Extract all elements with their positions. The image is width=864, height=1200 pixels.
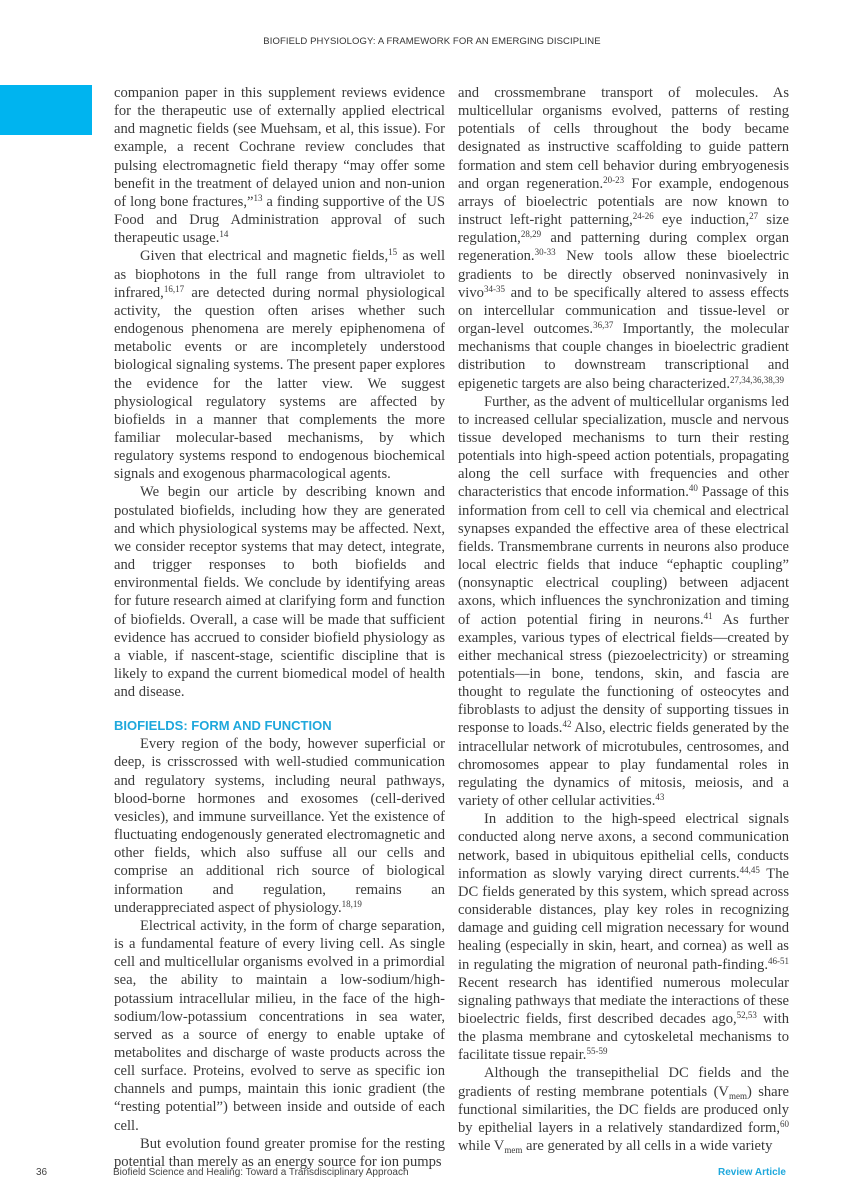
text: and crossmembrane transport of molecules. As multicellular organisms evolved, patterns of resting potentials of cells throughout the body became designated as instructive scaffolding to guide pattern formation and stem cell behavior during embryogenesis and organ regeneration.: [458, 85, 789, 192]
citation: 43: [655, 792, 665, 803]
text: As further examples, various types of electrical fields—created by either mechanical stress (piezoelectricity) or streaming potentials—in bone, tendons, skin, and fascia are thought to regulate the functioning of osteocytes and fibroblasts to adjust the density of supporting tissues in response to loads.: [458, 611, 789, 737]
text: size regulation,: [458, 212, 789, 247]
citation: 30-33: [534, 247, 556, 258]
citation: 40: [688, 483, 698, 494]
citation: 42: [562, 719, 572, 730]
citation: 55-59: [586, 1046, 608, 1057]
paragraph: [458, 810, 789, 1064]
text: Importantly, the molecular mechanisms that couple changes in bioelectric gradient distribution to downstream transcriptional and epigenetic targets are also being characterized.: [458, 321, 789, 392]
text: Passage of this information from cell to cell via chemical and electrical synapses expanded the effective area of these electrical fields. Transmembrane currents in neurons also produce local electric fields that induce “ephaptic coupling” (nonsynaptic electrical coupling) between adjacent axons, which influences the synchronization and timing of action potential firing in neurons.: [458, 484, 789, 628]
text: eye induction,: [653, 212, 750, 229]
text: For example, endogenous arrays of bioelectric potentials are now known to instruct left-right patterning,: [458, 175, 789, 229]
text: a finding supportive of the US Food and Drug Administration approval of such therapeutic usage.: [114, 193, 445, 247]
text: companion paper in this supplement reviews evidence for the therapeutic use of externally applied electrical and magnetic fields (see Muehsam, et al, this issue). For example, a recent Cochrane review concludes that pulsing electromagnetic field therapy “may offer some benefit in the treatment of delayed union and non-union of long bone fractures,”: [114, 85, 445, 210]
text: Although the transepithelial DC fields and the gradients of resting membrane potentials (V: [458, 1065, 789, 1100]
right-column: [458, 84, 789, 1155]
paragraph: We begin our article by describing known and postulated biofields, including how they are generated and which physiological systems may be affected. Next, we consider receptor systems that may detect, integrate, and trigger responses to both biofields and environmental fields. We conclude by identifying areas for future research aimed at clarifying form and function of biofields. Overall, a case will be made that sufficient evidence has accrued to consider biofield physiology as a viable, if nascent-stage, scientific discipline that is likely to expand the current biomedical model of health and disease.: [114, 484, 445, 701]
subscript: mem: [728, 1090, 747, 1101]
citation: 46-51: [768, 955, 789, 966]
citation: 28,29: [520, 229, 542, 240]
text: and patterning during complex organ regeneration.: [458, 230, 789, 265]
citation: 18,19: [341, 898, 362, 909]
citation: 20-23: [603, 174, 625, 185]
article-type: Review Article: [718, 1167, 786, 1178]
text: with the plasma membrane and cytoskeletal mechanisms to facilitate tissue repair.: [458, 1010, 790, 1064]
text: ) share functional similarities, the DC fields are produced only by epithelial layers in a relatively standardized form,: [458, 1083, 789, 1136]
text: while V: [458, 1138, 505, 1155]
subscript: mem: [504, 1145, 523, 1156]
paragraph: [114, 735, 445, 917]
text: Further, as the advent of multicellular organisms led to increased cellular specialization, muscle and nervous tissue developed mechanisms to turn their resting potentials into high-speed action potentials, propagating along the cell surface with frequencies and other characteristics that encode information.: [458, 393, 789, 501]
section-heading: BIOFIELDS: FORM AND FUNCTION: [114, 718, 332, 734]
citation: 44,45: [739, 864, 760, 875]
citation: 34-35: [483, 283, 505, 294]
text: New tools allow these bioelectric gradients to be directly observed noninvasively in vivo: [458, 248, 789, 301]
paragraph: Electrical activity, in the form of charge separation, is a fundamental feature of every living cell. As single cell and multicellular organisms evolved in a primordial sea, the ability to maintain a low-sodium/high-potassium intracellular milieu, in the face of the high-sodium/low-potassium concentrations in sea water, served as a source of energy to enable uptake of metabolites and discharge of waste products across the cell surface. Proteins, evolved to serve as specific ion channels and pumps, maintain this ionic gradient (the “resting potential”) between inside and outside of each cell.: [114, 917, 445, 1134]
paragraph: [114, 247, 445, 483]
text: Also, electric fields generated by the intracellular network of microtubules, centrosomes, and chromosomes appear to play fundamental roles in regulating the dynamics of mitosis, meiosis, and a variety of other cellular activities.: [458, 720, 790, 810]
paragraph: [458, 393, 789, 811]
paragraph: [458, 1064, 789, 1155]
text: are detected during normal physiological activity, the question often arises whether such endogenous phenomena are merely epiphenomena of metabolic events or are incompletely understood biological signaling systems. The present paper explores the evidence for the latter view. We suggest physiological regulatory systems are affected by biofields in a manner that complements the more familiar molecular-based mechanisms, by which regulatory systems respond to endogenous biochemical signals and exogenous pharmacological agents.: [114, 284, 445, 483]
citation: 27,34,36,38,39: [730, 374, 785, 385]
journal-title: Biofield Science and Healing: Toward a Transdisciplinary Approach: [113, 1167, 409, 1178]
paragraph: But evolution found greater promise for the resting potential than merely as an energy source for ion pumps: [114, 1135, 445, 1170]
paragraph: [114, 84, 445, 247]
citation: 36,37: [593, 320, 614, 331]
left-column: [114, 84, 445, 1171]
citation: 15: [388, 247, 398, 258]
citation: 41: [703, 610, 713, 621]
accent-box: [0, 85, 92, 135]
citation: 16,17: [163, 283, 185, 294]
text: The DC fields generated by this system, which spread across considerable distances, play key roles in recognizing damage and guiding cell migration necessary for wound healing (especially in skin, heart, and cornea) as well as in regulating the migration of neuronal path-finding.: [458, 865, 789, 973]
citation: 27: [749, 211, 759, 222]
page-number: 36: [36, 1167, 48, 1178]
citation: 24-26: [632, 211, 654, 222]
citation: 52,53: [736, 1009, 757, 1020]
paragraph: [458, 84, 789, 393]
text: In addition to the high-speed electrical signals conducted along nerve axons, a second communication network, based in ubiquitous epithelial cells, conducts information as slowly varying direct currents.: [458, 811, 789, 882]
text: are generated by all cells in a wide variety: [522, 1138, 773, 1155]
text: as well as biophotons in the full range from ultraviolet to infrared,: [114, 248, 445, 301]
text: Every region of the body, however superficial or deep, is crisscrossed with well-studied communication and regulatory systems, including neural pathways, blood-borne hormones and exosomes (cell-derived vesicles), and immune surveillance. Yet the existence of fluctuating endogenously generated electromagnetic and other fields, which also suffuse all our cells and comprise an additional rich source of biological information and regulation, remains an underappreciated aspect of physiology.: [114, 736, 445, 916]
text: Given that electrical and magnetic fields,: [140, 248, 389, 265]
text: Recent research has identified numerous molecular signaling pathways that mediate the interactions of these bioelectric fields, first described decades ago,: [458, 974, 789, 1027]
text: and to be specifically altered to assess effects on intercellular communication and tissue-level or organ-level outcomes.: [458, 284, 789, 338]
citation: 14: [219, 229, 229, 240]
running-head: BIOFIELD PHYSIOLOGY: A FRAMEWORK FOR AN EMERGING DISCIPLINE: [263, 36, 601, 47]
citation: 60: [780, 1118, 789, 1129]
citation: 13: [253, 192, 263, 203]
